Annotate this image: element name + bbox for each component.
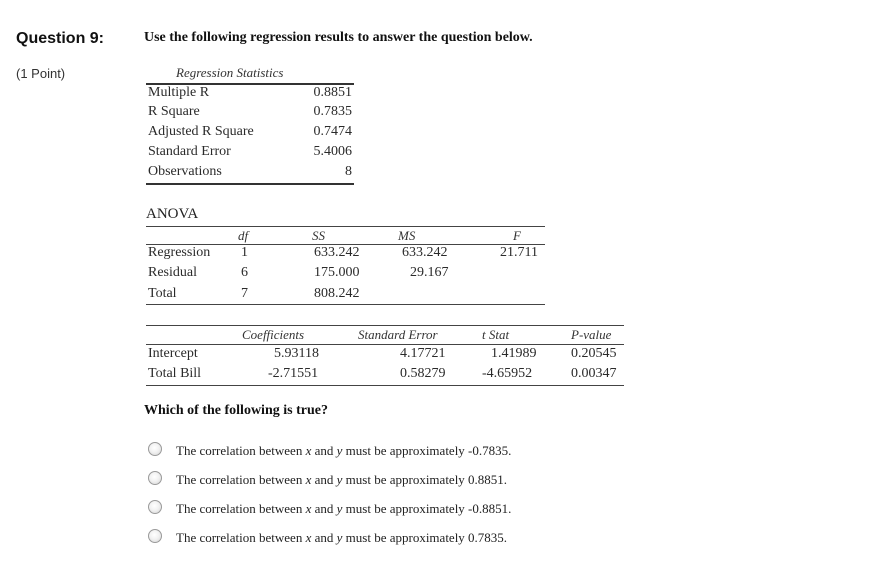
anova-header-ss: SS <box>312 228 325 243</box>
stat-value: 0.8851 <box>313 85 352 100</box>
question-prompt: Which of the following is true? <box>144 403 328 418</box>
anova-cell-df: 7 <box>241 286 248 301</box>
answer-option[interactable] <box>148 440 568 462</box>
anova-row-label: Regression <box>148 245 211 260</box>
option-text: The correlation between x and y must be approximately 0.8851. <box>176 472 508 487</box>
answer-option[interactable] <box>148 469 568 491</box>
option-text: The correlation between x and y must be approximately 0.7835. <box>176 530 508 545</box>
tstat-header: t Stat <box>482 327 510 342</box>
coef-row-label: Total Bill <box>148 366 202 381</box>
table-rule <box>146 304 545 305</box>
pvalue-cell: 0.00347 <box>571 366 617 381</box>
option-text: The correlation between x and y must be approximately -0.8851. <box>176 501 512 516</box>
radio-button[interactable] <box>148 442 162 456</box>
anova-cell-ms: 633.242 <box>402 245 448 260</box>
stat-value: 0.7474 <box>313 124 352 139</box>
stat-label: Adjusted R Square <box>148 124 254 139</box>
anova-cell-f: 21.711 <box>500 245 538 260</box>
question-title: Question 9: <box>16 30 105 47</box>
stat-value: 5.4006 <box>313 144 352 159</box>
coef-cell: 5.93118 <box>274 346 319 361</box>
se-cell: 0.58279 <box>400 366 446 381</box>
anova-cell-ss: 808.242 <box>314 286 360 301</box>
stat-label: R Square <box>148 104 200 119</box>
tstat-cell: 1.41989 <box>491 346 537 361</box>
radio-button[interactable] <box>148 471 162 485</box>
se-cell: 4.17721 <box>400 346 446 361</box>
stat-label: Standard Error <box>148 144 231 159</box>
anova-cell-ss: 175.000 <box>314 265 360 280</box>
option-text: The correlation between x and y must be approximately -0.7835. <box>176 443 512 458</box>
anova-cell-ss: 633.242 <box>314 245 360 260</box>
anova-cell-df: 6 <box>241 265 248 280</box>
stat-value: 0.7835 <box>313 104 352 119</box>
answer-option[interactable] <box>148 498 568 520</box>
radio-button[interactable] <box>148 529 162 543</box>
anova-row-label: Residual <box>148 265 197 280</box>
anova-cell-df: 1 <box>241 245 248 260</box>
stat-label: Observations <box>148 164 222 179</box>
anova-header-ms: MS <box>398 228 416 243</box>
table-rule <box>146 183 354 185</box>
coef-header: Coefficients <box>242 327 305 342</box>
anova-cell-ms: 29.167 <box>410 265 449 280</box>
tstat-cell: -4.65952 <box>482 366 533 381</box>
anova-title: ANOVA <box>146 206 199 222</box>
coef-row-label: Intercept <box>148 346 198 361</box>
stat-label: Multiple R <box>148 85 210 100</box>
anova-header-df: df <box>238 228 249 243</box>
question-instruction: Use the following regression results to answer the question below. <box>144 30 533 45</box>
table-rule <box>146 344 624 345</box>
regression-statistics-caption: Regression Statistics <box>176 65 284 80</box>
table-rule <box>146 385 624 386</box>
pvalue-header: P-value <box>571 327 612 342</box>
table-rule <box>146 226 545 227</box>
se-header: Standard Error <box>358 327 438 342</box>
table-rule <box>146 325 624 326</box>
stat-value: 8 <box>345 164 352 179</box>
anova-row-label: Total <box>148 286 177 301</box>
answer-option[interactable] <box>148 527 568 549</box>
pvalue-cell: 0.20545 <box>571 346 617 361</box>
question-points: (1 Point) <box>16 66 66 81</box>
coef-cell: -2.71551 <box>268 366 319 381</box>
anova-header-f: F <box>513 228 521 243</box>
radio-button[interactable] <box>148 500 162 514</box>
